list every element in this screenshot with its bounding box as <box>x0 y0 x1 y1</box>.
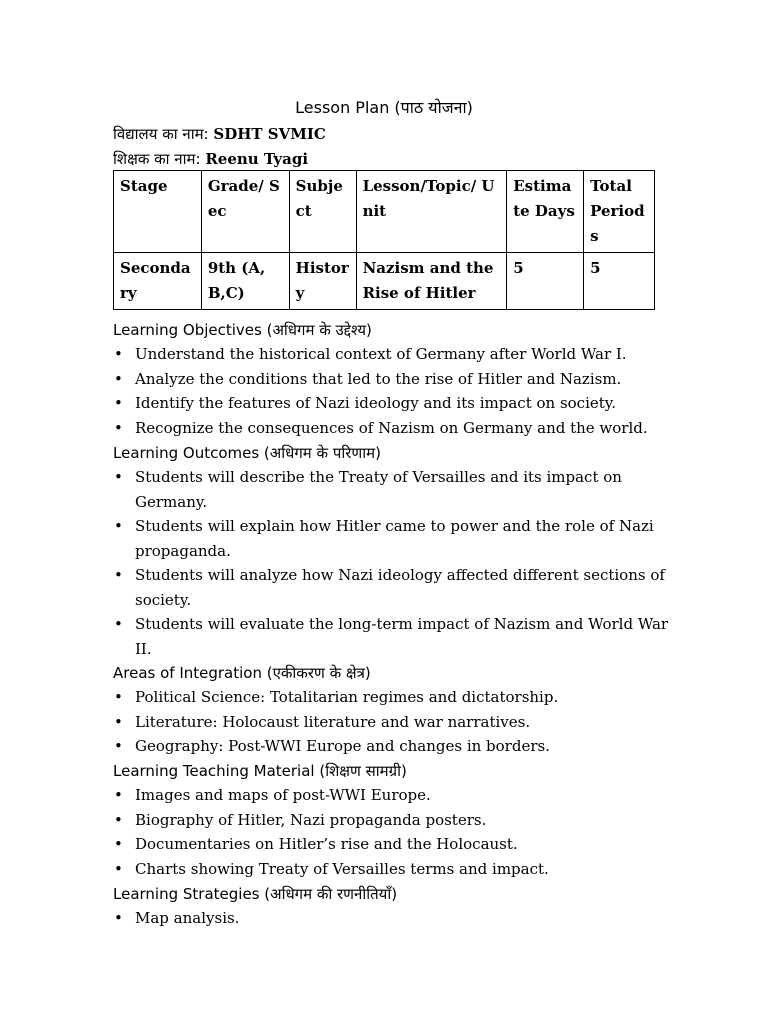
bullet-list <box>113 685 673 759</box>
list-item: • Map analysis. <box>113 906 673 931</box>
teacher-name-line <box>113 149 308 169</box>
list-item: • Documentaries on Hitler’s rise and the Holocaust. <box>113 832 673 857</box>
list-item: • Students will evaluate the long-term impact of Nazism and World War II. <box>113 612 673 661</box>
school-name-line <box>113 124 326 144</box>
section-heading: Learning Strategies (अधिगम की रणनीतियाँ) <box>113 885 398 903</box>
list-item: • Political Science: Totalitarian regimes and dictatorship. <box>113 685 673 710</box>
header-lesson-topic-unit: Lesson/Topic/ Unit <box>356 171 507 253</box>
section-areas-of-integration <box>113 661 673 759</box>
header-stage: Stage <box>114 171 202 253</box>
teacher-name-value: Reenu Tyagi <box>205 150 309 168</box>
bullet-list <box>113 342 673 440</box>
school-name-value: SDHT SVMIC <box>213 125 326 143</box>
section-heading: Learning Outcomes (अधिगम के परिणाम) <box>113 444 381 462</box>
table-header-row <box>114 171 655 253</box>
list-item: • Students will explain how Hitler came to power and the role of Nazi propaganda. <box>113 514 673 563</box>
section-heading: Learning Teaching Material (शिक्षण सामग्री) <box>113 762 407 780</box>
section-learning-outcomes <box>113 441 673 661</box>
bullet-list <box>113 465 673 661</box>
header-total-periods: Total Periods <box>584 171 655 253</box>
teacher-name-label: शिक्षक का नाम: <box>113 150 201 168</box>
section-learning-strategies <box>113 882 673 931</box>
section-learning-objectives <box>113 318 673 440</box>
list-item: • Biography of Hitler, Nazi propaganda posters. <box>113 808 673 833</box>
cell-stage: Secondary <box>114 253 202 310</box>
list-item: • Recognize the consequences of Nazism on Germany and the world. <box>113 416 673 441</box>
lesson-info-table <box>113 170 655 310</box>
bullet-list <box>113 783 673 881</box>
cell-grade-sec: 9th (A,B,C) <box>201 253 289 310</box>
list-item: • Analyze the conditions that led to the rise of Hitler and Nazism. <box>113 367 673 392</box>
school-name-label: विद्यालय का नाम: <box>113 125 209 143</box>
page-title: Lesson Plan (पाठ योजना) <box>295 98 473 117</box>
bullet-list <box>113 906 673 931</box>
cell-lesson-topic: Nazism and the Rise of Hitler <box>356 253 507 310</box>
list-item: • Understand the historical context of Germany after World War I. <box>113 342 673 367</box>
cell-estimate-days: 5 <box>507 253 584 310</box>
table-row <box>114 253 655 310</box>
header-grade-sec: Grade/ Sec <box>201 171 289 253</box>
list-item: • Students will analyze how Nazi ideology affected different sections of society. <box>113 563 673 612</box>
section-heading: Areas of Integration (एकीकरण के क्षेत्र) <box>113 664 371 682</box>
cell-total-periods: 5 <box>584 253 655 310</box>
header-estimate-days: Estimate Days <box>507 171 584 253</box>
header-subject: Subject <box>289 171 356 253</box>
section-learning-teaching-material <box>113 759 673 881</box>
list-item: • Images and maps of post-WWI Europe. <box>113 783 673 808</box>
list-item: • Students will describe the Treaty of Versailles and its impact on Germany. <box>113 465 673 514</box>
section-heading: Learning Objectives (अधिगम के उद्देश्य) <box>113 321 372 339</box>
list-item: • Geography: Post-WWI Europe and changes in borders. <box>113 734 673 759</box>
list-item: • Identify the features of Nazi ideology and its impact on society. <box>113 391 673 416</box>
cell-subject: History <box>289 253 356 310</box>
list-item: • Literature: Holocaust literature and war narratives. <box>113 710 673 735</box>
list-item: • Charts showing Treaty of Versailles terms and impact. <box>113 857 673 882</box>
